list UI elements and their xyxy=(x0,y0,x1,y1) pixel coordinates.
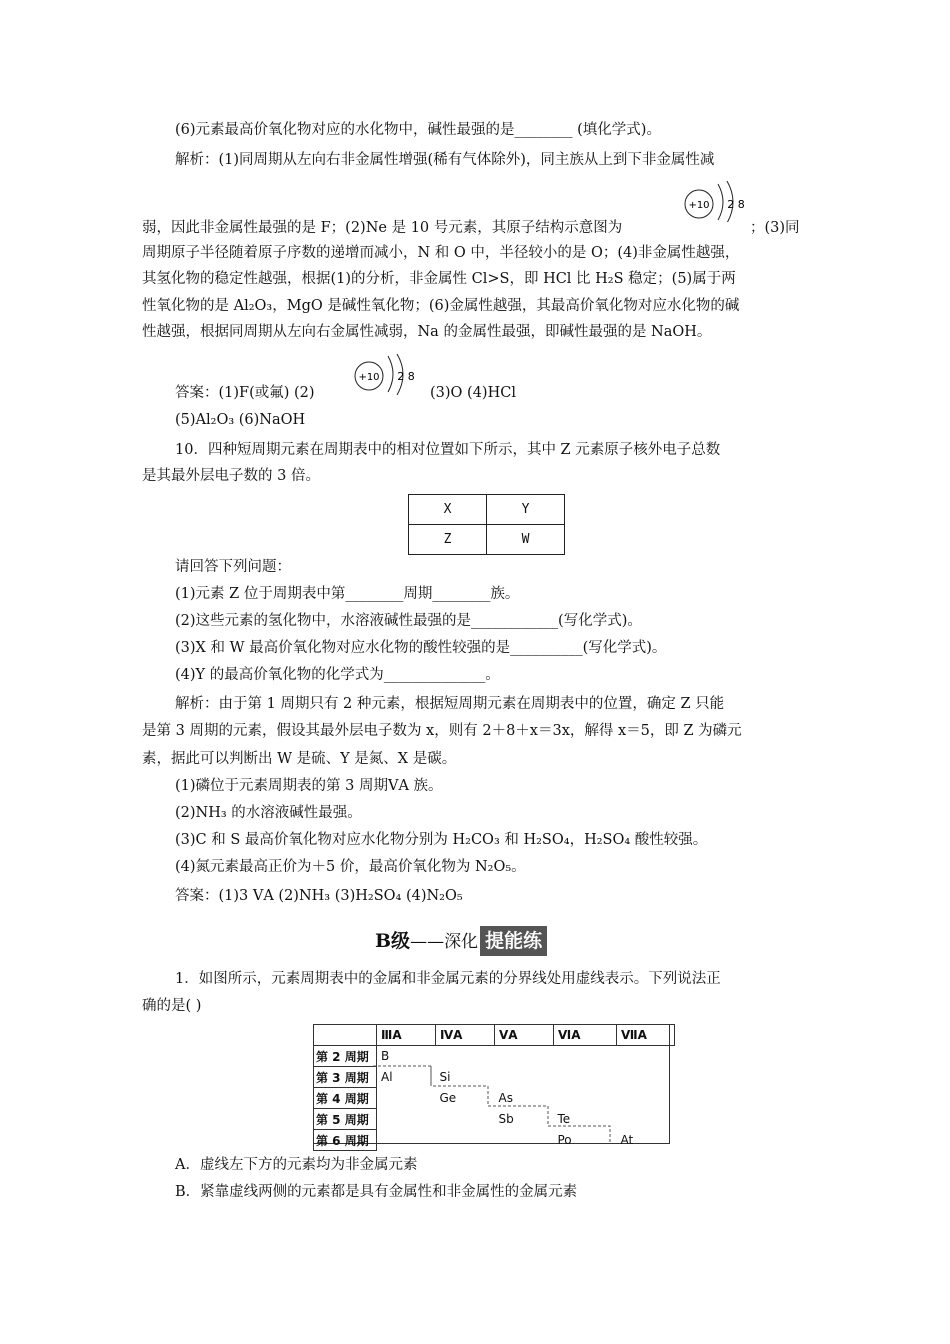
element-cell: Al xyxy=(381,1070,393,1084)
period-label: 第 2 周期 xyxy=(314,1046,377,1067)
cell-z: Z xyxy=(409,525,487,555)
q10-part-3: (3)X 和 W 最高价氧化物对应水化物的酸性较强的是__________(写化学式)。 xyxy=(175,640,667,656)
question-10: 10．四种短周期元素在周期表中的相对位置如下所示，其中 Z 元素原子核外电子总数 xyxy=(175,442,721,458)
section-label: 提能练 xyxy=(480,926,547,956)
explanation-line-2-tail: ；(3)同 xyxy=(750,220,800,236)
q10-answer: 答案：(1)3 ⅤA (2)NH₃ (3)H₂SO₄ (4)N₂O₅ xyxy=(175,888,463,904)
instruction: 请回答下列问题： xyxy=(175,559,291,575)
q10-part-4: (4)Y 的最高价氧化物的化学式为______________。 xyxy=(175,667,500,683)
explanation-line-6: 性越强，根据同周期从左向右金属性减弱，Na 的金属性最强，即碱性最强的是 NaOH。 xyxy=(142,324,712,340)
group-header: ⅤA xyxy=(495,1025,554,1046)
cell-y: Y xyxy=(487,495,565,525)
element-position-table xyxy=(408,494,565,555)
q10-explanation-1: 解析：由于第 1 周期只有 2 种元素，根据短周期元素在周期表中的位置，确定 Z 只能 xyxy=(175,696,725,712)
atom-electron-label: 2 8 xyxy=(727,198,745,211)
group-header: ⅥA xyxy=(554,1025,617,1046)
section-dash: ——深化 xyxy=(410,932,479,952)
element-cell: Sb xyxy=(498,1112,514,1126)
q10-explanation-7: (4)氮元素最高正价为＋5 价，最高价氧化物为 N₂O₅。 xyxy=(175,859,526,875)
element-cell: Si xyxy=(439,1070,451,1084)
option-a: A．虚线左下方的元素均为非金属元素 xyxy=(175,1157,418,1173)
explanation-line-5: 性氧化物的是 Al₂O₃，MgO 是碱性氧化物；(6)金属性越强，其最高价氧化物对应水化物的碱 xyxy=(142,298,740,314)
neon-atom-answer-diagram xyxy=(352,354,424,398)
explanation-line-3: 周期原子半径随着原子序数的递增而减小，N 和 O 中，半径较小的是 O；(4)非金属性越强， xyxy=(142,245,740,261)
element-cell: As xyxy=(498,1091,513,1105)
neon-atom-structure-diagram xyxy=(682,178,754,222)
q10-part-1: (1)元素 Z 位于周期表中第________周期________族。 xyxy=(175,586,520,602)
q10-explanation-3: 素，据此可以判断出 W 是硫、Y 是氮、X 是碳。 xyxy=(142,751,457,767)
answer-line-1-tail: (3)O (4)HCl xyxy=(430,385,516,401)
group-header: ⅦA xyxy=(617,1025,675,1046)
element-cell: Ge xyxy=(439,1091,457,1105)
group-header: ⅢA xyxy=(377,1025,436,1046)
q10-explanation-4: (1)磷位于元素周期表的第 3 周期ⅤA 族。 xyxy=(175,778,443,794)
section-level: B级 xyxy=(375,930,411,952)
metal-nonmetal-boundary xyxy=(313,1024,670,1144)
q10-explanation-2: 是第 3 周期的元素，假设其最外层电子数为 x，则有 2＋8＋x＝3x，解得 x＝5，即 Z 为磷元 xyxy=(142,723,742,739)
section-heading xyxy=(375,926,547,956)
q10-explanation-6: (3)C 和 S 最高价氧化物对应水化物分别为 H₂CO₃ 和 H₂SO₄，H₂SO₄ 酸性较强。 xyxy=(175,832,708,848)
explanation-line-1: 解析：(1)同周期从左向右非金属性增强(稀有气体除外)，同主族从上到下非金属性减 xyxy=(175,152,715,168)
period-label: 第 4 周期 xyxy=(314,1088,377,1109)
explanation-line-4: 其氢化物的稳定性越强，根据(1)的分析，非金属性 Cl>S，即 HCl 比 H₂S 稳定；(5)属于两 xyxy=(142,271,736,287)
element-cell: At xyxy=(620,1133,634,1147)
element-cell: Po xyxy=(557,1133,572,1147)
atom-nucleus-label: +10 xyxy=(358,372,380,383)
q10-explanation-5: (2)NH₃ 的水溶液碱性最强。 xyxy=(175,805,362,821)
atom-electron-label: 2 8 xyxy=(397,370,415,383)
element-cell: B xyxy=(381,1049,390,1064)
b-question-1: 1．如图所示，元素周期表中的金属和非金属元素的分界线处用虚线表示。下列说法正 xyxy=(175,971,721,987)
period-label: 第 3 周期 xyxy=(314,1067,377,1088)
answer-line-1: 答案：(1)F(或氟) (2) xyxy=(175,385,315,401)
b-question-1-cont: 确的是( ) xyxy=(142,998,202,1014)
question-10-cont: 是其最外层电子数的 3 倍。 xyxy=(142,468,320,484)
period-label: 第 6 周期 xyxy=(314,1130,377,1151)
answer-line-2: (5)Al₂O₃ (6)NaOH xyxy=(175,412,306,428)
cell-x: X xyxy=(409,495,487,525)
atom-nucleus-label: +10 xyxy=(688,200,710,211)
period-label: 第 5 周期 xyxy=(314,1109,377,1130)
question-6: (6)元素最高价氧化物对应的水化物中，碱性最强的是________ (填化学式)。 xyxy=(175,122,661,138)
group-header: ⅣA xyxy=(436,1025,495,1046)
q10-part-2: (2)这些元素的氢化物中，水溶液碱性最强的是____________(写化学式)。 xyxy=(175,613,642,629)
element-cell: Te xyxy=(557,1112,571,1126)
cell-w: W xyxy=(487,525,565,555)
option-b: B．紧靠虚线两侧的元素都是具有金属性和非金属性的金属元素 xyxy=(175,1184,578,1200)
explanation-line-2: 弱，因此非金属性最强的是 F；(2)Ne 是 10 号元素，其原子结构示意图为 xyxy=(142,220,623,236)
